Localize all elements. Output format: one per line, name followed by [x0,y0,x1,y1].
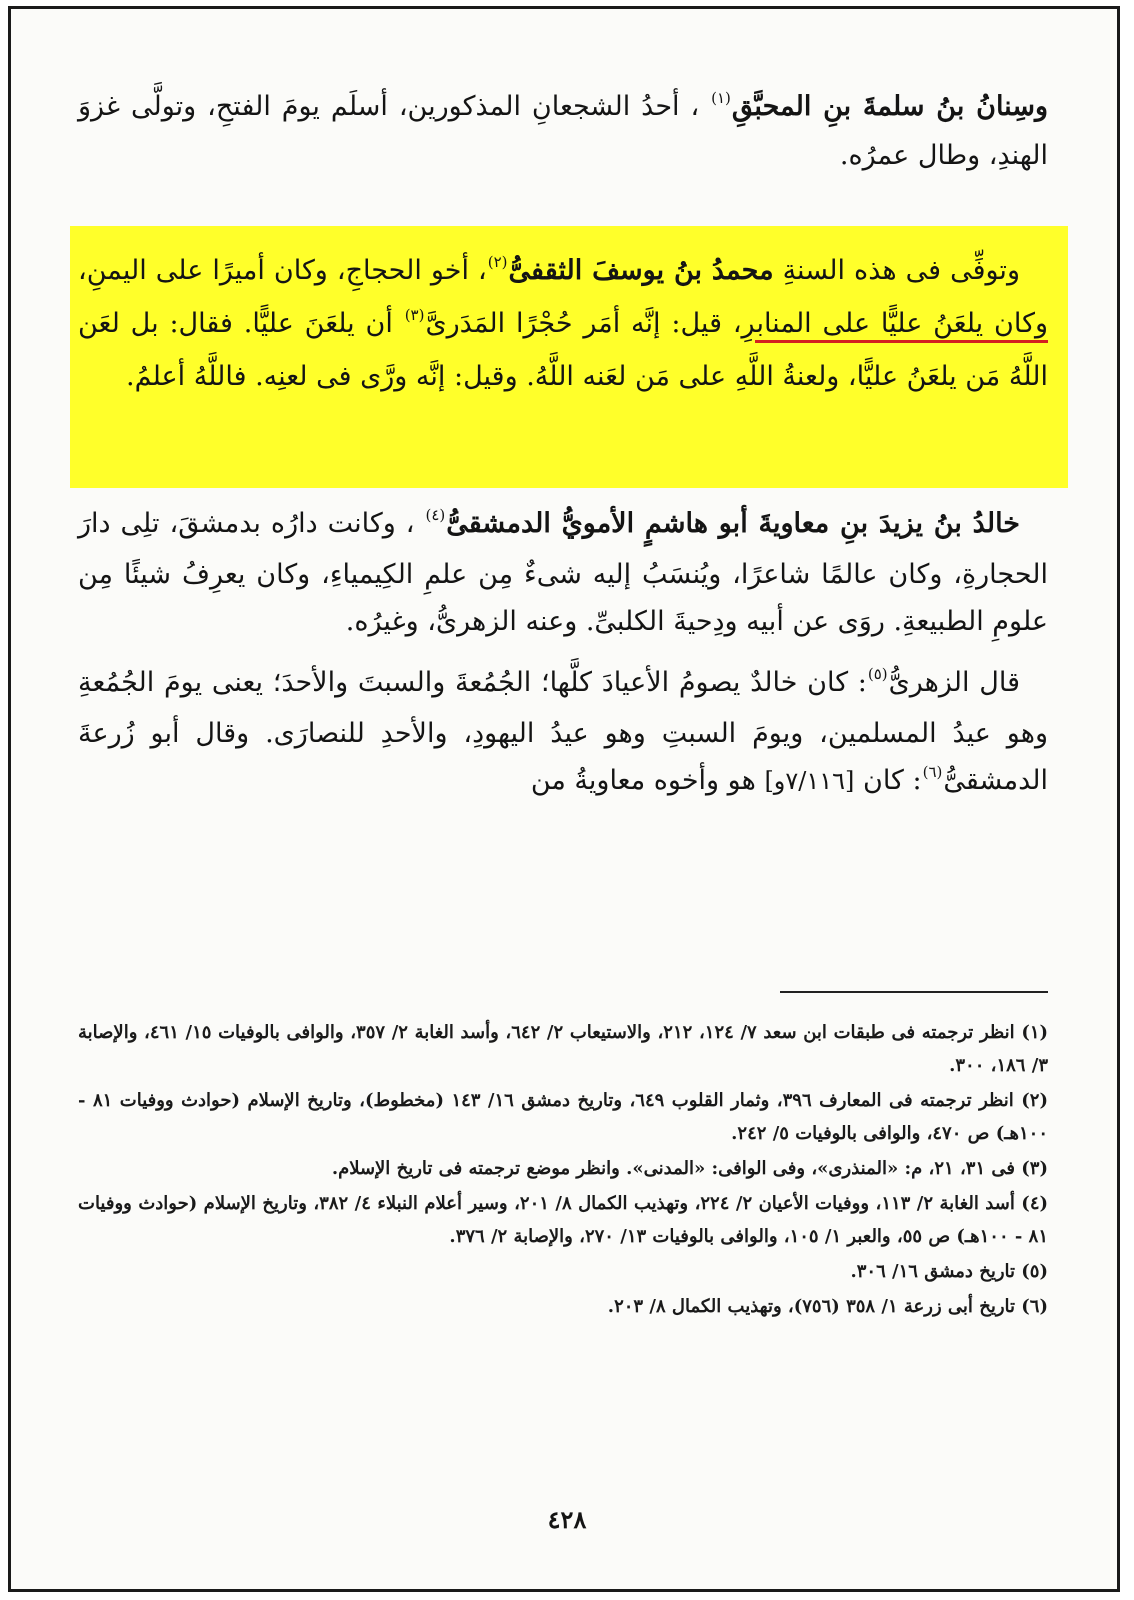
entry-text: : كان [854,765,922,796]
entry-name: خالدُ بنُ يزيدَ بنِ معاويةَ أبو هاشمٍ الأمويُّ الدمشقىُّ [446,508,1020,539]
body-text [78,500,1048,822]
entry-name: وسِنانُ بنُ سلمةَ بنِ المحبَّقِ [731,91,1048,122]
entry-zuhri [78,659,1048,808]
footnote-separator [780,991,1048,993]
entry-text: أن يلعَنَ عليًّا. فقال: بل لعَن اللَّهُ مَن يلعَنُ عليًّا، ولعنةُ اللَّهِ على مَن لعَنه اللَّهُ. وقيل: إنَّه ورَّى فى لعنِه. فاللَّهُ أعلمُ. [78,308,1048,392]
entry-name: محمدُ بنُ يوسفَ الثقفىُّ [508,255,774,286]
entry-text: : كان خالدٌ يصومُ الأعيادَ كلَّها؛ الجُمُعةَ والسبتَ والأحدَ؛ يعنى يومَ الجُمُعةِ وهو عيدُ المسلمين، ويومَ السبتِ وهو عيدُ اليهودِ، والأحدِ للنصارَى. وقال أبو زُرعةَ الدمشقىُّ [78,667,1048,796]
entry-intro: وتوفِّى فى هذه السنةِ [782,255,1020,286]
entry-text: ، وكانت دارُه بدمشقَ، تلِى دارَ الحجارةِ، وكان عالمًا شاعرًا، ويُنسَبُ إليه شىءٌ مِن علمِ الكِيمياءِ، وكان يعرِفُ شيئًا مِن علومِ الطبيعةِ. روَى عن أبيه ودِحيةَ الكلبىِّ. وعنه الزهرىُّ، وغيرُه. [78,508,1048,637]
footnote-ref[interactable]: (٣) [404,306,425,324]
footnote-3: (٣) فى ٣١، ٢١، م: «المنذرى»، وفى الوافى: «المدنى». وانظر موضع ترجمته فى تاريخ الإسلام. [331,1158,1048,1179]
entry-text: ، أحدُ الشجعانِ المذكورين، أسلَم يومَ الفتحِ، وتولَّى غزوَ الهندِ، وطال عمرُه. [78,91,1048,171]
footnote-ref[interactable]: (٤) [425,506,446,524]
manuscript-folio-ref: [٧/١١٦و] [764,767,855,795]
footnote-ref[interactable]: (٥) [867,665,888,683]
entry-khalid [78,500,1048,645]
footnote-1: (١) انظر ترجمته فى طبقات ابن سعد ٧/ ١٢٤، ٢١٢، والاستيعاب ٢/ ٦٤٢، وأسد الغابة ٢/ ٣٥٧، والوافى بالوفيات ١٥/ ٤٦١، والإصابة ٣/ ١٨٦، ٣٠٠. [78,1022,1049,1076]
footnote-4: (٤) أسد الغابة ٢/ ١١٣، ووفيات الأعيان ٢/ ٢٢٤، وتهذيب الكمال ٨/ ٢٠١، وسير أعلام النبلاء ٤/ ٣٨٢، وتاريخ الإسلام (حوادث ووفيات ٨١ - ١٠٠هـ) ص ٥٥، والعبر ١/ ١٠٥، والوافى بالوفيات ١٣/ ٢٧٠، والإصابة ٢/ ٣٧٦. [78,1193,1049,1247]
footnote-ref[interactable]: (٢) [487,253,508,271]
footnote-6: (٦) تاريخ أبى زرعة ١/ ٣٥٨ (٧٥٦)، وتهذيب الكمال ٨/ ٢٠٣. [607,1296,1048,1317]
footnote-ref[interactable]: (٦) [922,763,943,781]
footnote-2: (٢) انظر ترجمته فى المعارف ٣٩٦، وثمار القلوب ٦٤٩، وتاريخ دمشق ١٦/ ١٤٣ (مخطوط)، وتاريخ الإسلام (حوادث ووفيات ٨١ - ١٠٠هـ) ص ٤٧٠، والوافى بالوفيات ٥/ ٢٤٢. [78,1090,1048,1144]
footnote-5: (٥) تاريخ دمشق ١٦/ ٣٠٦. [850,1261,1048,1282]
entry-sinan [78,84,1048,179]
entry-text: هو وأخوه معاويةُ من [530,765,765,796]
entry-intro: قال الزهرىُّ [888,667,1020,698]
footnote-ref[interactable]: (١) [711,89,731,107]
footnotes [78,1016,1048,1325]
underlined-phrase: وكان يلعَنُ عليًّا على المنابرِ [741,308,1048,339]
entry-text: ، أخو الحجاجِ، وكان أميرًا على اليمنِ، [78,255,487,286]
entry-muhammad [78,246,1048,402]
entry-text: ، قيل: إنَّه أمَر حُجْرًا المَدَرىَّ [425,308,742,339]
page-number: ٤٢٨ [547,1505,587,1534]
